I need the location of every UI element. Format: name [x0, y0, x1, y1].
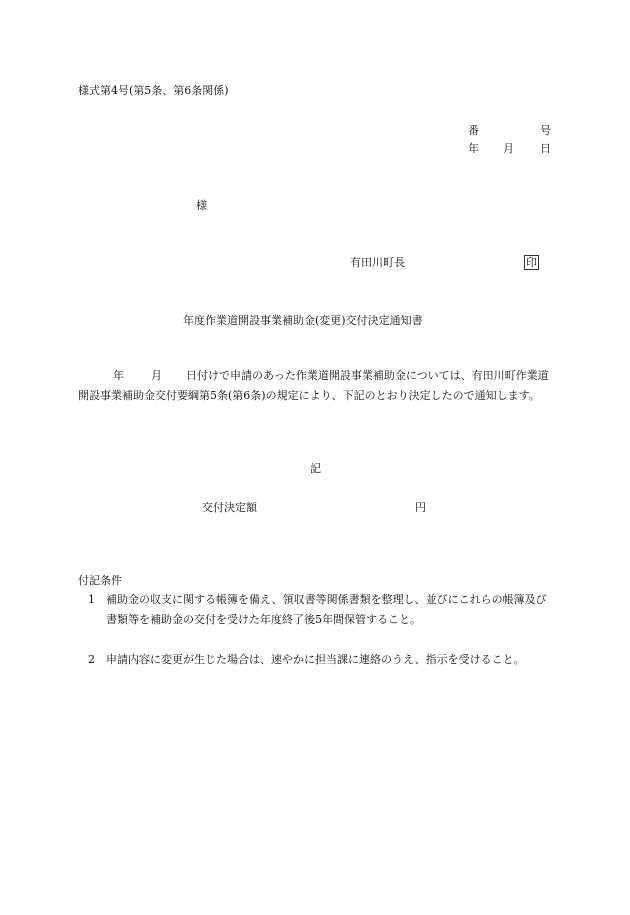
condition-text: 補助金の収支に関する帳簿を備え、領収書等関係書類を整理し、並びにこれらの帳簿及び書類等を補助金の交付を受けた年度終了後5年間保管すること。 [106, 593, 547, 626]
number-go: 号 [540, 124, 551, 137]
conditions-heading: 付記条件 [78, 574, 122, 587]
body-text: 日付けで申請のあった作業道開設事業補助金については、有田川町作業道開設事業補助金交付要綱第5条(第6条)の規定により、下記のとおり決定したので通知します。 [78, 369, 549, 402]
form-label: 様式第4号(第5条、第6条関係) [78, 84, 229, 97]
addressee: 様 [196, 199, 207, 212]
condition-number: 2 [88, 653, 95, 666]
grant-unit: 円 [415, 501, 426, 514]
body-month: 月 [151, 369, 162, 382]
ki-heading: 記 [310, 462, 321, 475]
condition-number: 1 [88, 593, 95, 606]
date-year: 年 [468, 142, 479, 155]
date-month: 月 [503, 142, 514, 155]
condition-text: 申請内容に変更が生じた場合は、速やかに担当課に連絡のうえ、指示を受けること。 [106, 653, 525, 666]
body-paragraph [78, 366, 554, 406]
number-ban: 番 [468, 124, 479, 137]
grant-label: 交付決定額 [202, 501, 257, 514]
seal-mark: 印 [526, 256, 537, 269]
date-day: 日 [540, 142, 551, 155]
doc-title: 年度作業道開設事業補助金(変更)交付決定通知書 [183, 314, 423, 327]
issuer-title: 有田川町長 [350, 256, 405, 269]
body-year: 年 [113, 369, 124, 382]
